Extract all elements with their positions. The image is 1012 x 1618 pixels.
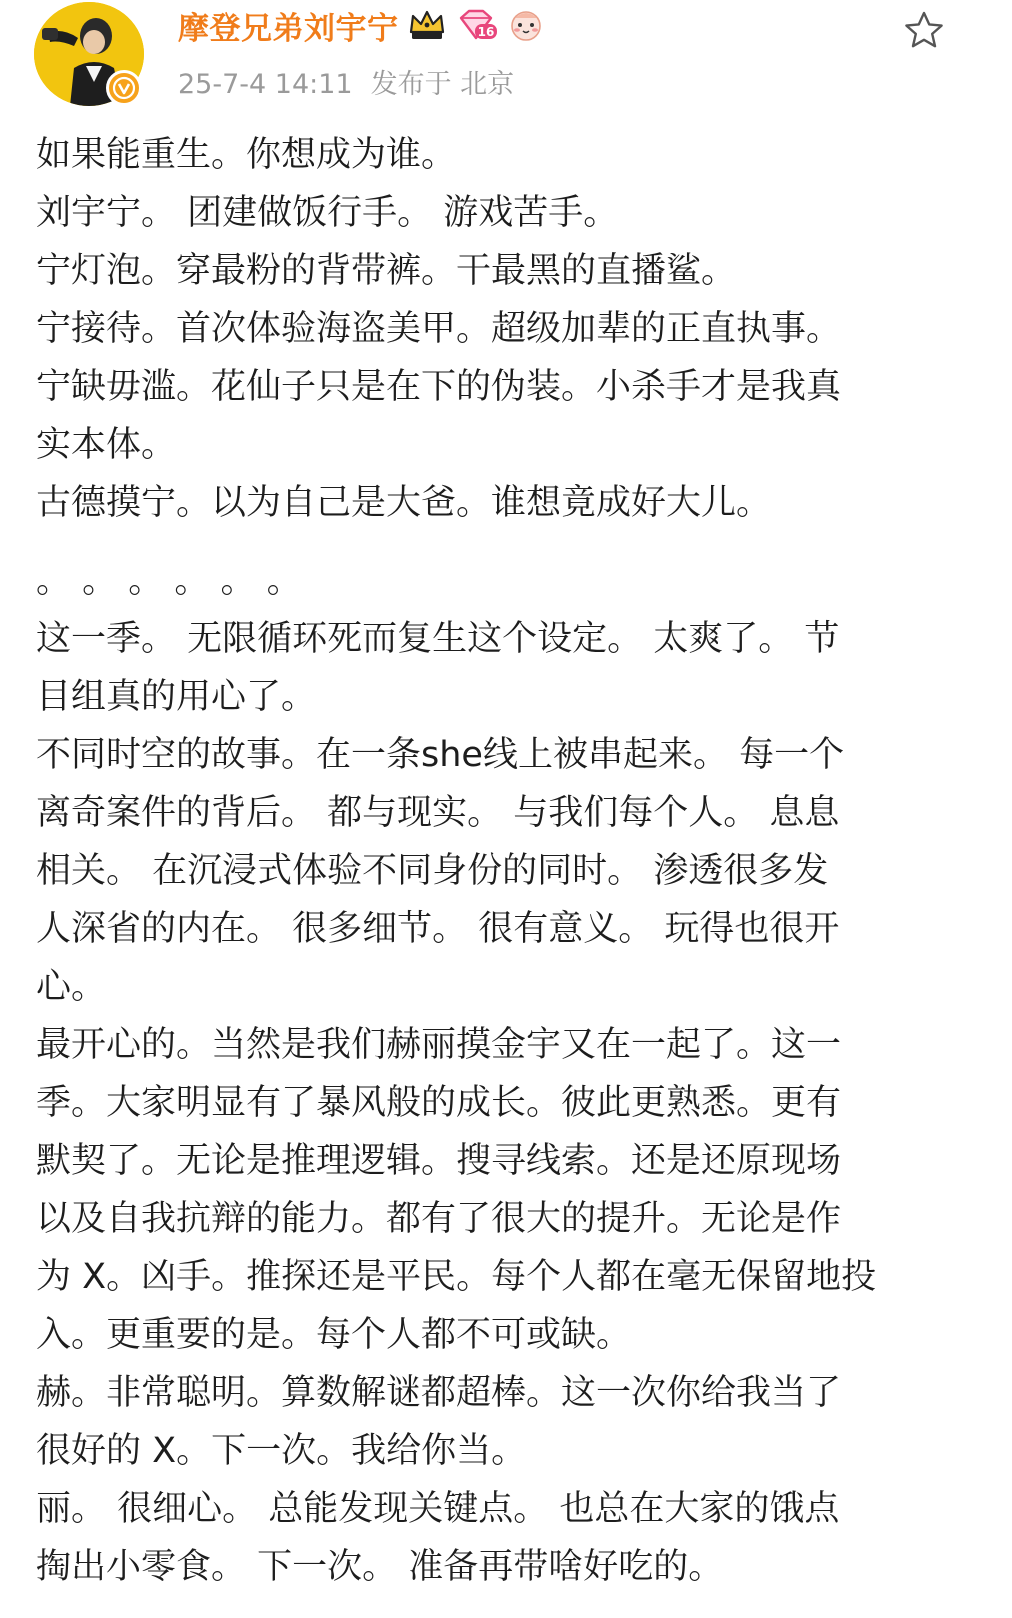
author-row — [178, 0, 545, 50]
post-text-line: 宁接待。首次体验海盗美甲。超级加辈的正直执事。 — [36, 309, 842, 349]
post-text-line: 相关。 在沉浸式体验不同身份的同时。 渗透很多发 — [36, 851, 829, 891]
post-text-line: 宁缺毋滥。花仙子只是在下的伪装。小杀手才是我真 — [36, 367, 842, 407]
post-text-line: 古德摸宁。以为自己是大爸。谁想竟成好大儿。 — [36, 483, 772, 523]
post-text-line: 人深省的内在。 很多细节。 很有意义。 玩得也很开 — [36, 909, 840, 949]
post-text-line: 。 。 。 。 。 。 — [36, 561, 302, 601]
level-text: 16 — [477, 25, 494, 39]
post-text-line: 默契了。无论是推理逻辑。搜寻线索。还是还原现场 — [36, 1141, 842, 1181]
star-icon — [903, 10, 945, 50]
post-text-line: 最开心的。当然是我们赫丽摸金宇又在一起了。这一 — [36, 1025, 842, 1065]
post-text-line: 心。 — [36, 967, 107, 1007]
level-16-badge-icon[interactable] — [455, 8, 499, 42]
post-text-line: 宁灯泡。穿最粉的背带裤。干最黑的直播鲨。 — [36, 251, 737, 291]
post-meta — [178, 62, 514, 101]
post-text-line: 如果能重生。你想成为谁。 — [36, 135, 457, 175]
post-text-line: 实本体。 — [36, 425, 177, 465]
post-location: 发布于 北京 — [370, 69, 515, 100]
post-text-line: 很好的 X。下一次。我给你当。 — [36, 1431, 527, 1471]
post-text-line: 赫。非常聪明。算数解谜都超棒。这一次你给我当了 — [36, 1373, 842, 1413]
post-text-line: 掏出小零食。 下一次。 准备再带啥好吃的。 — [36, 1547, 724, 1587]
post-text-line: 季。大家明显有了暴风般的成长。彼此更熟悉。更有 — [36, 1083, 842, 1123]
mascot-face-icon[interactable] — [507, 8, 545, 42]
post-text-line: 离奇案件的背后。 都与现实。 与我们每个人。 息息 — [36, 793, 840, 833]
post-text-line: 这一季。 无限循环死而复生这个设定。 太爽了。 节 — [36, 619, 840, 659]
verified-badge-icon — [106, 70, 142, 106]
post-text-line: 不同时空的故事。在一条she线上被串起来。 每一个 — [36, 735, 845, 775]
post-header — [0, 0, 1012, 120]
post-text-line: 以及自我抗辩的能力。都有了很大的提升。无论是作 — [36, 1199, 842, 1239]
post-timestamp: 25-7-4 14:11 — [178, 69, 353, 100]
favorite-button[interactable] — [902, 8, 946, 52]
post-text-line: 入。更重要的是。每个人都不可或缺。 — [36, 1315, 632, 1355]
post-text-line: 目组真的用心了。 — [36, 677, 317, 717]
author-name[interactable]: 摩登兄弟刘宇宁 — [178, 10, 399, 47]
post-text-line: 丽。 很细心。 总能发现关键点。 也总在大家的饿点 — [36, 1489, 840, 1529]
post-body — [36, 126, 956, 1596]
post-text-line: 刘宇宁。 团建做饭行手。 游戏苦手。 — [36, 193, 619, 233]
post-text-line — [36, 532, 956, 552]
crown-icon[interactable] — [407, 8, 447, 42]
post-text-line: 为 X。凶手。推探还是平民。每个人都在毫无保留地投 — [36, 1257, 877, 1297]
